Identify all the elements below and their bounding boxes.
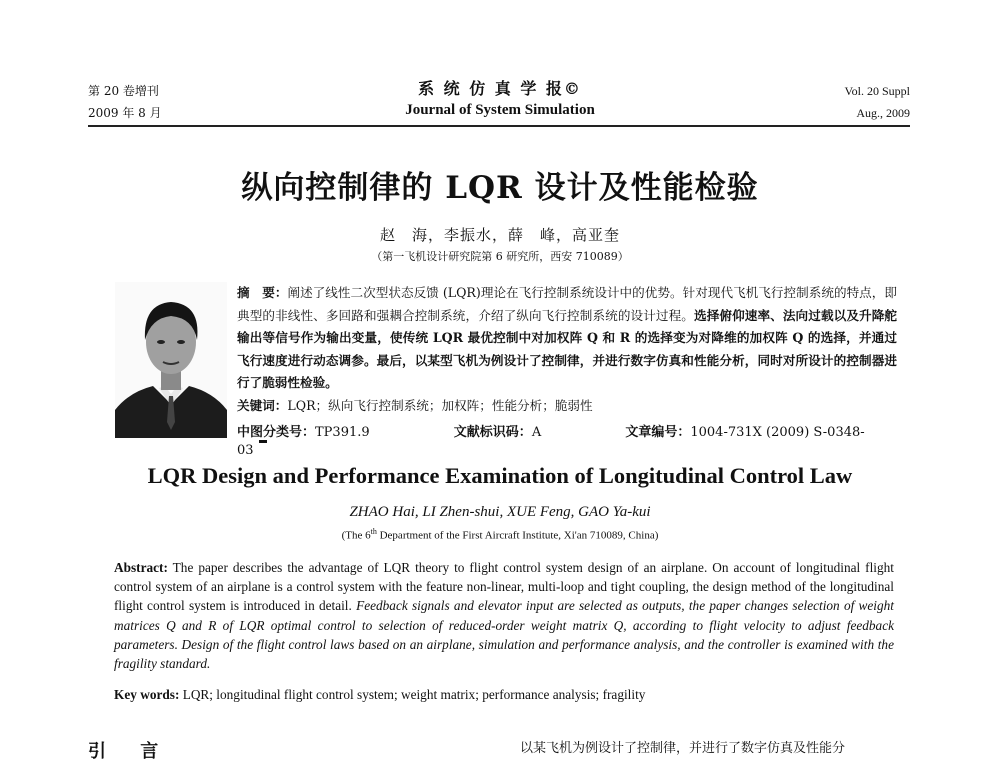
abstract-cn-label: 摘 要：: [237, 285, 288, 300]
journal-title-cn: 系 统 仿 真 学 报©: [418, 79, 582, 98]
article-value: 1004-731X (2009) S-0348-03: [237, 425, 865, 458]
intro-text: 以某飞机为例设计了控制律，并进行了数字仿真及性能分: [520, 741, 846, 756]
abstract-cn-bold-text: 选择俯仰速率、法向过载以及升降舵输出等信号作为输出变量，使传统 LQR 最优控制中对加权阵 Q 和 R 的选择变为对降维的加权阵 Q 的选择，并通过飞行速度进行动态调参。最后，以某型飞机为例设计了控制律，并进行数字仿真和性能分析，同时对所设计的控制器进行了脆弱性检验。: [237, 307, 898, 390]
abstract-en-label: Abstract:: [114, 560, 168, 575]
affiliation-cn: （第一飞机设计研究院第 6 研究所，西安 710089）: [371, 250, 629, 263]
clc-value: TP391.9: [315, 425, 370, 440]
journal-title-en: Journal of System Simulation: [405, 102, 595, 118]
authors-cn: 赵 海，李振水，薛 峰，高亚奎: [379, 226, 620, 244]
abstract-en: [114, 558, 894, 673]
doc-label: 文献标识码：: [453, 425, 532, 440]
authors-en: ZHAO Hai, LI Zhen-shui, XUE Feng, GAO Ya-kui: [349, 504, 651, 520]
abstract-en-italic-text: Feedback signals and elevator input are selected as outputs, the paper changes selection of weight matrices Q and R of LQR optimal control to selection of reduced-order weight matrix Q, according to flight velocity to adjust feedback parameters. Design of the flight control laws based on an airplane, simulation and performance analysis, and the controller is examined with the fragility standard.: [114, 598, 894, 672]
volume-date: Aug., 2009: [856, 106, 910, 120]
clc-number: [237, 425, 410, 440]
document-code: [454, 425, 581, 440]
abstract-cn: [237, 282, 897, 417]
keywords-cn: LQR；纵向飞行控制系统；加权阵；性能分析；脆弱性: [287, 397, 593, 413]
abstract-cn-text: 阐述了线性二次型状态反馈 (LQR)理论在飞行控制系统设计中的优势。针对现代飞机飞行控制系统的特点，即典型的非线性、多回路和强耦合控制系统，介绍了纵向飞行控制系统的设计过程。: [237, 285, 898, 323]
intro-heading: 引 言: [88, 741, 173, 762]
doc-value: A: [531, 425, 542, 440]
volume-label: Vol. 20 Suppl: [844, 84, 910, 98]
affiliation-en: (The 6th Department of the First Aircraft Institute, Xi'an 710089, China): [341, 527, 659, 542]
article-label: 文章编号：: [625, 425, 691, 440]
paper-title-cn: 纵向控制律的 LQR 设计及性能检验: [241, 170, 759, 206]
keywords-en-label: Key words:: [114, 687, 180, 702]
clc-label: 中图分类号：: [237, 425, 316, 440]
issue-date: 2009 年 8 月: [88, 106, 162, 120]
header-rule: [88, 125, 910, 127]
keywords-cn-label: 关键词：: [237, 397, 288, 413]
keywords-en: [114, 687, 894, 703]
keywords-en-text: LQR; longitudinal flight control system; weight matrix; performance analysis; fragility: [179, 687, 646, 702]
classification-row: [237, 424, 897, 460]
author-photo: [115, 282, 227, 438]
paper-title-en: LQR Design and Performance Examination of Longitudinal Control Law: [147, 463, 853, 488]
issue-label: 第 20 卷增刊: [88, 84, 159, 98]
underline-mark: [259, 440, 267, 443]
abstract-en-text: The paper describes the advantage of LQR theory to flight control system design of an airplane. On account of longitudinal flight control system of an airplane is a control system with the feature non-linear, multi-loop and tight coupling, the design method of the longitudinal flight control system is introduced in detail.: [114, 560, 894, 614]
